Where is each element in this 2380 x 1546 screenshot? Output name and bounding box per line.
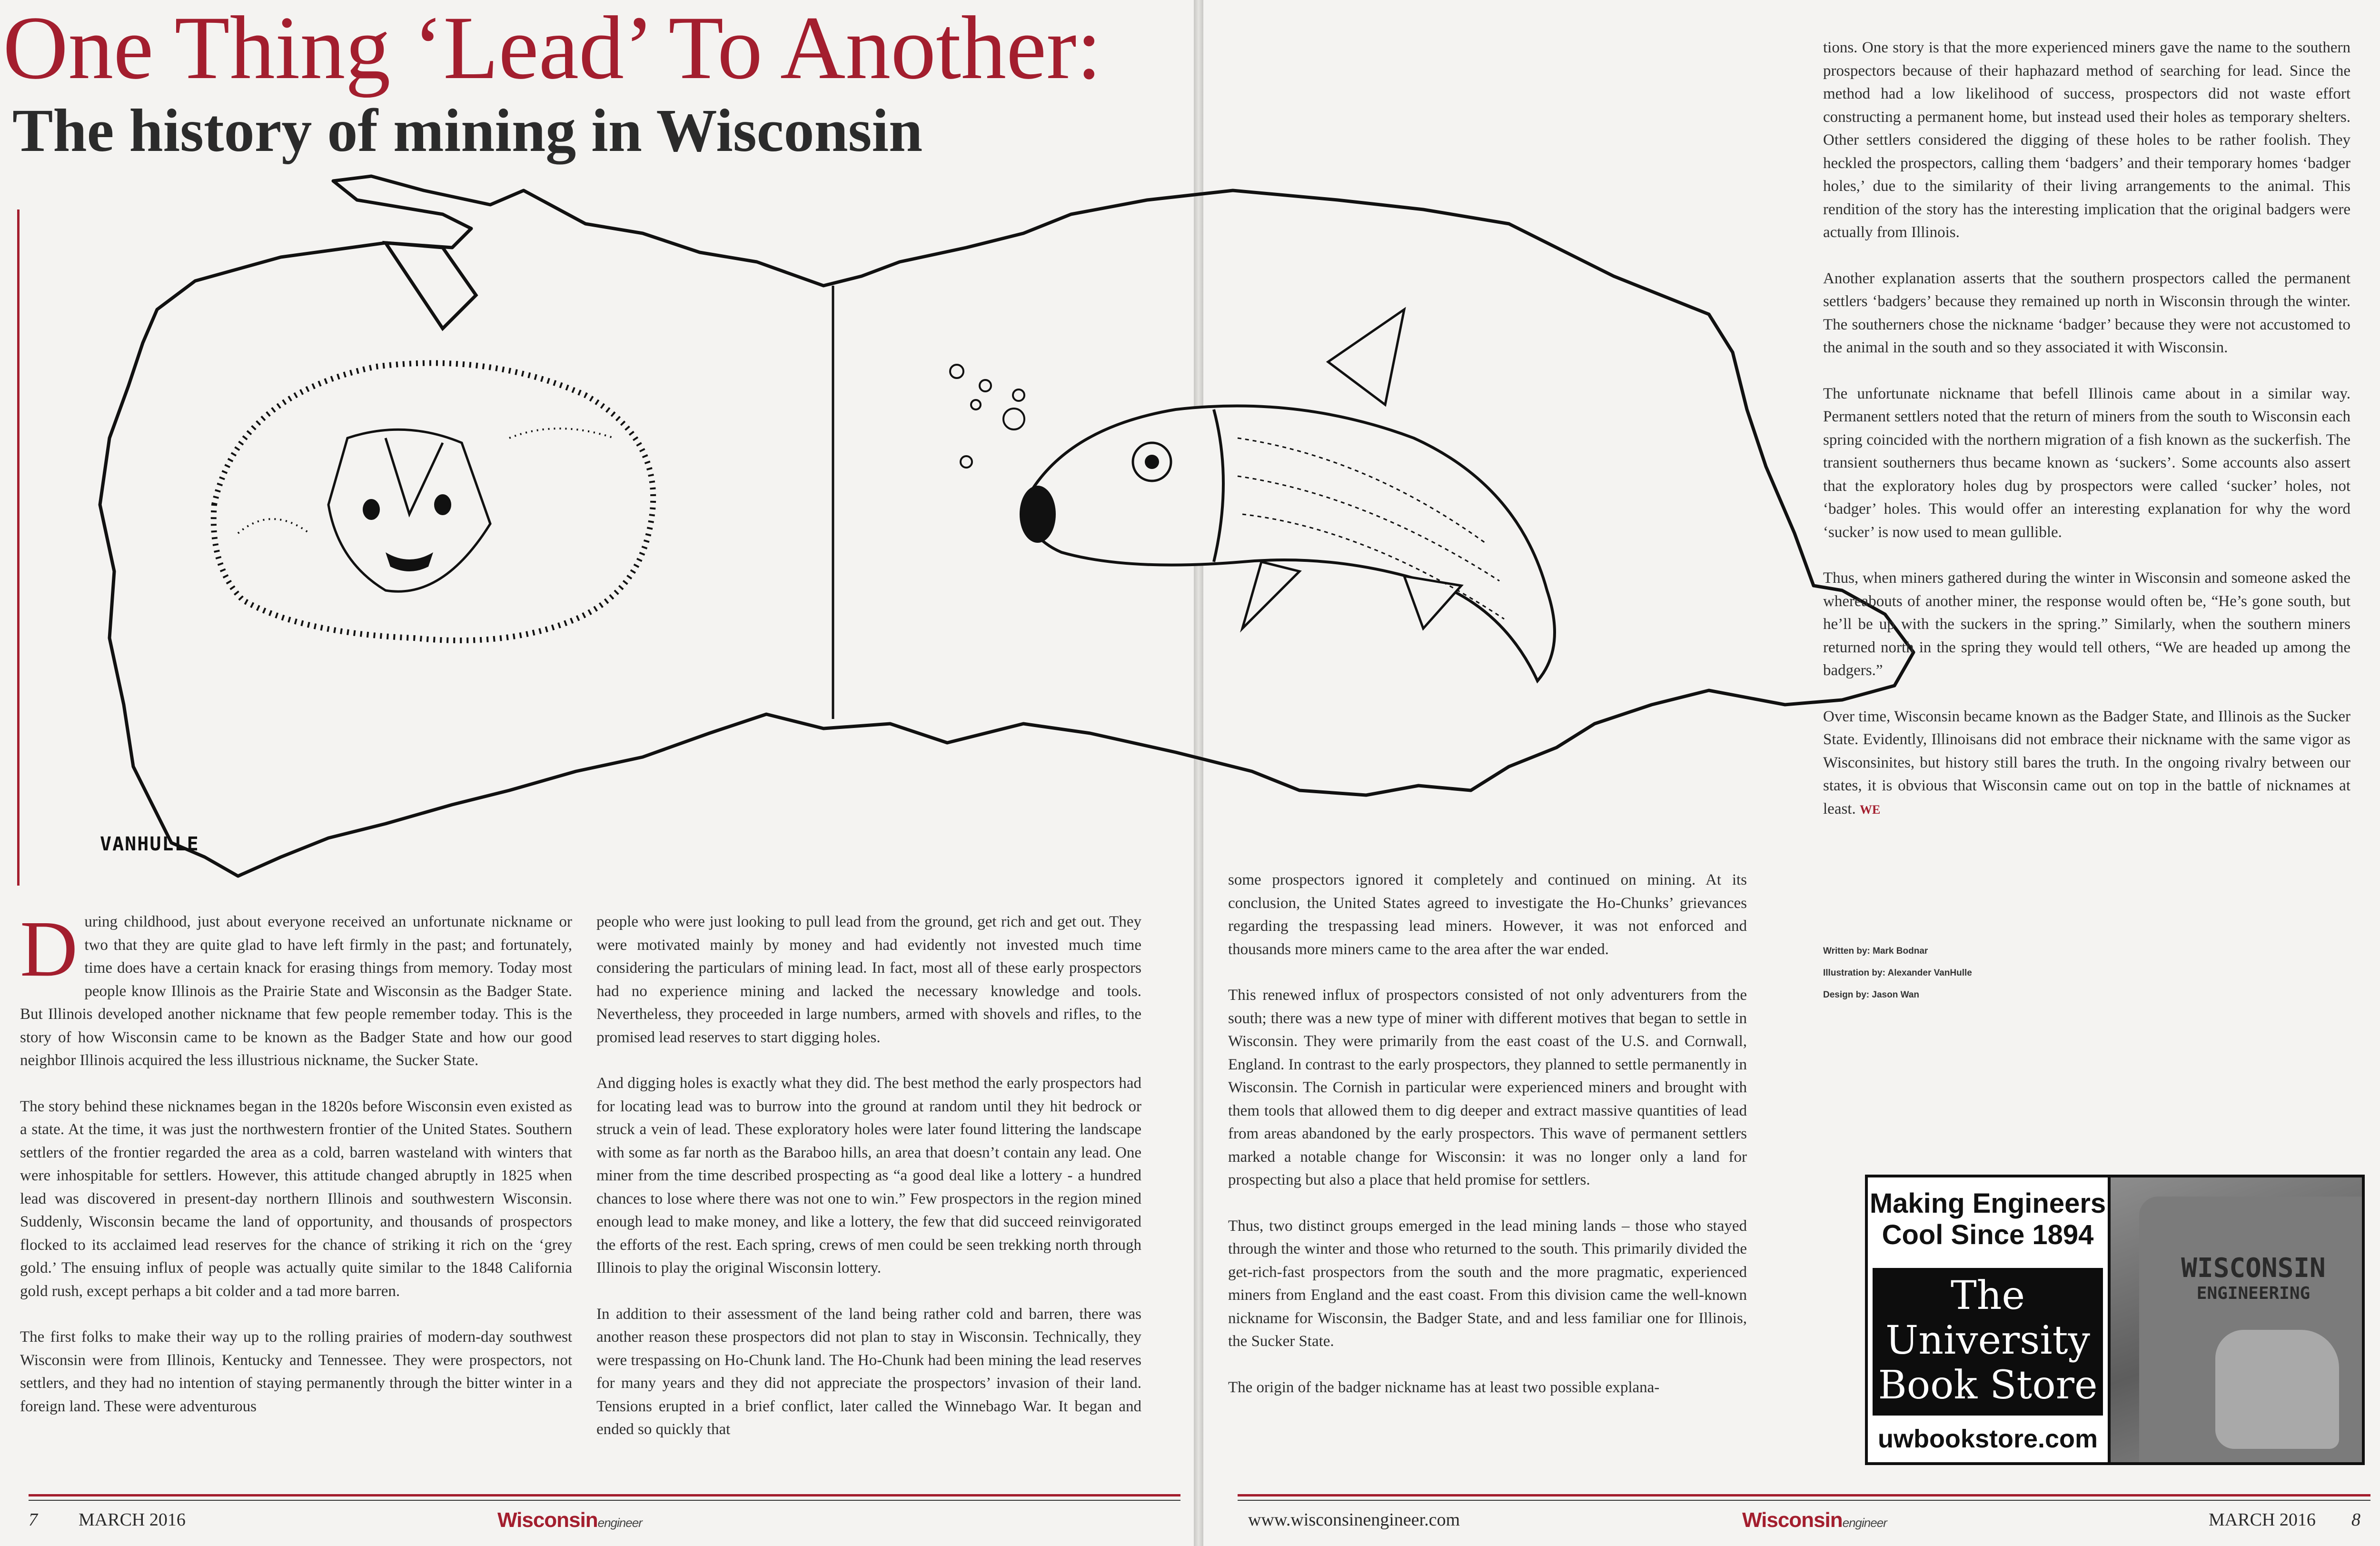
footer-rule-right-thin	[1238, 1500, 2370, 1501]
article-subtitle: The history of mining in Wisconsin	[12, 97, 923, 164]
paragraph: tions. One story is that the more experienced miners gave the name to the southern prospectors because of their haphazard method of searching for lead. Since the method had a low likelihood of success, prospectors did not waste effort constructing a permanent home, but instead used their holes as temporary shelters. Other settlers considered the digging of these holes to be rather foolish. They heckled the prospectors, calling them ‘badgers’ and their temporary homes ‘badger holes,’ due to the similarity of their living arrangements to the animal. This rendition of the story has the interesting implication that the original badgers were actually from Illinois.	[1823, 39, 2350, 241]
footer-left-page-number: 7	[29, 1510, 38, 1530]
credit-designer: Design by: Jason Wan	[1823, 990, 1919, 1000]
footer-rule-left	[29, 1494, 1180, 1496]
paragraph: During childhood, just about everyone received an unfortunate nickname or two that they are quite glad to have left firmly in the past; and fortunately, time does have a certain knack for erasing things from memory. Today most people know Illinois as the Prairie State and Wisconsin as the Badger State. But Illinois developed another nickname that few people remember today. This is the story of how Wisconsin came to be known as the Badger State and how our good neighbor Illinois acquired the less illustrious nickname, the Sucker State.	[20, 905, 572, 1069]
article-title: One Thing ‘Lead’ To Another:	[3, 0, 1102, 98]
footer-url[interactable]: www.wisconsinengineer.com	[1248, 1510, 1460, 1530]
paragraph: The origin of the badger nickname has at least two possible explana-	[1228, 1378, 1660, 1396]
footer-right-page-number: 8	[2351, 1510, 2360, 1530]
footer-rule-right	[1238, 1494, 2370, 1496]
thumbs-up-icon	[2215, 1330, 2339, 1449]
paragraph: Thus, when miners gathered during the winter in Wisconsin and someone asked the whereabouts of another miner, the response would often be, “He’s gone south, but he’ll be up with the suckers in the spring.” Similarly, when the southern miners returned north in the spring they would tell others, “We are headed up among the badgers.”	[1823, 569, 2350, 679]
article-column-4	[1823, 36, 2350, 821]
drop-cap: D	[20, 905, 78, 993]
paragraph: some prospectors ignored it completely and continued on mining. At its conclusion, the United States agreed to investigate the Ho-Chunks’ grievances regarding the trespassing lead miners. However, it was not enforced and thousands more miners came to the area after the war ended.	[1228, 871, 1747, 958]
paragraph: And digging holes is exactly what they did. The best method the early prospectors had for locating lead was to burrow into the ground at random until they hit bedrock or struck a vein of lead. These exploratory holes were later found littering the landscape with some as far north as the Baraboo hills, an area that doesn’t contain any lead. One miner from the time described prospecting as “a good deal like a lottery - a hundred chances to lose where there was not one to win.” Few prospectors in the region mined enough lead to make money, and like a lottery, the few that did succeed reinvigorated the efforts of the rest. Each spring, crews of men could be seen trekking north through Illinois to play the original Wisconsin lottery.	[596, 1075, 1141, 1277]
paragraph: Another explanation asserts that the southern prospectors called the permanent settlers ‘badgers’ because they remained up north in Wisconsin through the winter. The southerners chose the nickname ‘badger’ because they were not accustomed to the animal in the south and so they associated it with Wisconsin.	[1823, 269, 2350, 356]
paragraph: Thus, two distinct groups emerged in the lead mining lands – those who stayed through the winter and those who returned to the south. This primarily divided the get-rich-fast prospectors from the south and the more pragmatic, experienced miners from England and the east coast. From this division came the well-known nickname for Wisconsin, the Badger State, and and less familiar one for Illinois, the Sucker State.	[1228, 1217, 1747, 1350]
badger-icon	[214, 363, 653, 641]
ad-headline: Making Engineers Cool Since 1894	[1869, 1188, 2106, 1250]
paragraph: people who were just looking to pull lead from the ground, get rich and get out. They were motivated mainly by money and had evidently not invested much time considering the particulars of mining lead. In fact, most all of these early prospectors had no experience mining and lacked the necessary knowledge and tools. Nevertheless, they proceeded in large numbers, armed with shovels and rifles, to the promised lead reserves to start digging holes.	[596, 913, 1141, 1046]
credits	[1823, 940, 1972, 1006]
illustrator-signature: VANHULLE	[100, 833, 199, 855]
vertical-accent-rule	[17, 209, 20, 886]
paragraph: In addition to their assessment of the land being rather cold and barren, there was another reason these prospectors did not plan to stay in Wisconsin. Technically, they were trespassing on Ho-Chunk land. The Ho-Chunk had been mining the lead reserves for many years and they did not appreciate the prospectors’ invasion of their land. Tensions erupted in a brief conflict, later called the Winnebago War. It began and ended so quickly that	[596, 1305, 1141, 1438]
article-column-2	[596, 910, 1141, 1441]
paragraph: The story behind these nicknames began in the 1820s before Wisconsin even existed as a state. At the time, it was just the northwestern frontier of the United States. Southern settlers of the frontier regarded the area as a cold, barren wasteland with winters that were inhospitable for settlers. However, this attitude changed abruptly in 1825 when lead was discovered in present-day northern Illinois and southwestern Wisconsin. Suddenly, Wisconsin became the land of opportunity, and thousands of prospectors flocked to its acclaimed lead reserves for the chance of striking it rich on the ‘grey gold.’ The ensuing influx of people was actually quite similar to the 1848 California gold rush, except perhaps a bit colder and a tad more barren.	[20, 1097, 572, 1300]
ad-text-panel	[1868, 1177, 2108, 1462]
paragraph: This renewed influx of prospectors consisted of not only adventurers from the south; there was a new type of miner with different motives that began to settle in Wisconsin. They were primarily from the east coast of the U.S. and Cornwall, England. In contrast to the early prospectors, they planned to settle permanently in Wisconsin. The Cornish in particular were experienced miners and brought with them tools that allowed them to dig deeper and extract massive quantities of lead from areas abandoned by the early prospectors. This wave of permanent settlers marked a notable change for Wisconsin: it was no longer only a land for prospecting but also a place that held promise for settlers.	[1228, 987, 1747, 1188]
end-mark: WE	[1859, 802, 1881, 817]
magazine-logo-right: Wisconsinengineer	[1742, 1508, 1887, 1532]
credit-illustrator: Illustration by: Alexander VanHulle	[1823, 968, 1972, 978]
paragraph: Over time, Wisconsin became known as the Badger State, and Illinois as the Sucker State. Evidently, Illinoisans did not embrace their nickname with the same vigor as Wisconsinites, but history still bares the truth. In the ongoing rivalry between our states, it is obvious that Wisconsin came out on top in the battle of nicknames at least. WE	[1823, 708, 2350, 818]
footer-left-date: MARCH 2016	[79, 1510, 186, 1530]
fish-icon	[950, 309, 1555, 681]
ad-photo	[2111, 1177, 2362, 1462]
paragraph: The unfortunate nickname that befell Illinois came about in a similar way. Permanent settlers noted that the return of miners from the south to Wisconsin each spring coincided with the northern migration of a fish known as the suckerfish. The transient southerners thus became known as ‘suckers’. Some accounts also assert that the exploratory holes dug by prospectors were called ‘sucker’ holes, not ‘badger’ holes. This would offer an interesting explanation for why the word ‘sucker’ is now used to mean gullible.	[1823, 385, 2350, 541]
footer-rule-left-thin	[29, 1500, 1180, 1501]
credit-writer: Written by: Mark Bodnar	[1823, 946, 1928, 956]
article-column-1	[20, 905, 572, 1418]
bookstore-ad[interactable]	[1865, 1175, 2365, 1465]
ad-store-name: The University Book Store	[1873, 1268, 2103, 1416]
ad-url[interactable]: uwbookstore.com	[1877, 1425, 2098, 1453]
shirt-print: WISCONSIN ENGINEERING	[2181, 1253, 2326, 1303]
magazine-logo-left: Wisconsinengineer	[497, 1508, 642, 1532]
paragraph: The first folks to make their way up to the rolling prairies of modern-day southwest Wisconsin were from Illinois, Kentucky and Tennessee. They were prospectors, not settlers, and they had no intention of staying permanently through the bitter winter in a foreign land. These were adventurous	[20, 1328, 572, 1415]
footer-right-date: MARCH 2016	[2209, 1510, 2316, 1530]
article-column-3	[1228, 868, 1747, 1399]
